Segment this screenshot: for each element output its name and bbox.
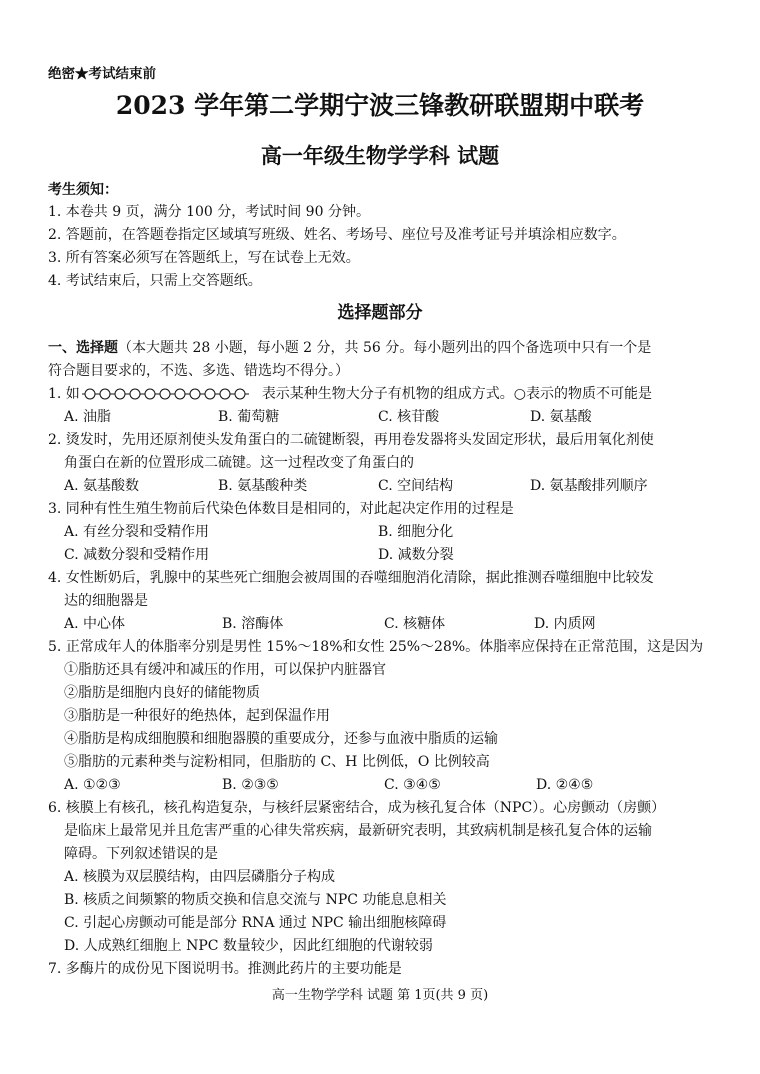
q1-prefix: 1. 如	[48, 386, 80, 402]
confidential-mark: 绝密★考试结束前	[48, 66, 156, 82]
q2-option-d: D. 氨基酸排列顺序	[530, 478, 648, 494]
q5-statement: ③脂肪是一种很好的绝热体，起到保温作用	[64, 708, 330, 724]
q1-option-d: D. 氨基酸	[530, 409, 592, 425]
q5-statement: ⑤脂肪的元素种类与淀粉相同，但脂肪的 C、H 比例低，O 比例较高	[64, 754, 490, 770]
q3-option-a: A. 有丝分裂和受精作用	[64, 524, 210, 540]
notice-item: 1. 本卷共 9 页，满分 100 分，考试时间 90 分钟。	[48, 204, 370, 220]
part-intro-line1	[48, 338, 651, 358]
q3-option-c: C. 减数分裂和受精作用	[64, 547, 210, 563]
part-intro-text: （本大题共 28 小题，每小题 2 分，共 56 分。每小题列出的四个备选项中只有一个是	[118, 340, 652, 356]
q5-option-c: C. ③④⑤	[384, 777, 441, 793]
q6-option-d: D. 人成熟红细胞上 NPC 数量较少，因此红细胞的代谢较弱	[64, 938, 433, 954]
part-intro-line2: 符合题目要求的，不选、多选、错选均不得分。）	[48, 363, 349, 379]
monomer-circle-icon	[130, 389, 140, 399]
q2-option-a: A. 氨基酸数	[64, 478, 140, 494]
q2-option-c: C. 空间结构	[378, 478, 454, 494]
q6-option-c: C. 引起心房颤动可能是部分 RNA 通过 NPC 输出细胞核障碍	[64, 915, 447, 931]
q5-statement: ②脂肪是细胞内良好的储能物质	[64, 685, 260, 701]
question-6-line1: 6. 核膜上有核孔，核孔构造复杂，与核纤层紧密结合，成为核孔复合体（NPC）。心房颤动（房颤）	[48, 800, 666, 816]
q3-option-b: B. 细胞分化	[378, 524, 454, 540]
q1-suffix: 表示某种生物大分子有机物的组成方式。○表示的物质不可能是	[261, 386, 653, 402]
question-1-stem	[48, 384, 652, 404]
q3-option-d: D. 减数分裂	[378, 547, 454, 563]
monomer-circle-icon	[235, 389, 245, 399]
part-label: 一、选择题	[48, 340, 118, 356]
question-6-line3: 障碍。下列叙述错误的是	[64, 846, 218, 862]
question-2-line2: 角蛋白在新的位置形成二硫键。这一过程改变了角蛋白的	[64, 455, 414, 471]
monomer-circle-icon	[85, 389, 95, 399]
q5-option-b: B. ②③⑤	[222, 777, 279, 793]
q2-option-b: B. 氨基酸种类	[218, 478, 308, 494]
section-title: 选择题部分	[337, 303, 423, 323]
q5-option-d: D. ②④⑤	[536, 777, 594, 793]
question-3-line1: 3. 同种有性生殖生物前后代染色体数目是相同的，对此起决定作用的过程是	[48, 501, 514, 517]
q5-statement: ④脂肪是构成细胞膜和细胞器膜的重要成分，还参与血液中脂质的运输	[64, 731, 498, 747]
q1-option-c: C. 核苷酸	[378, 409, 440, 425]
q4-option-d: D. 内质网	[534, 616, 596, 632]
q6-option-b: B. 核质之间频繁的物质交换和信息交流与 NPC 功能息息相关	[64, 892, 447, 908]
question-4-line1: 4. 女性断奶后，乳腺中的某些死亡细胞会被周围的吞噬细胞消化清除，据此推测吞噬细胞中比较发	[48, 570, 654, 586]
monomer-circle-icon	[175, 389, 185, 399]
question-4-line2: 达的细胞器是	[64, 593, 148, 609]
question-7-line1: 7. 多酶片的成份见下图说明书。推测此药片的主要功能是	[48, 961, 402, 977]
q5-option-a: A. ①②③	[64, 777, 121, 793]
q5-statement: ①脂肪还具有缓冲和减压的作用，可以保护内脏器官	[64, 662, 386, 678]
q1-option-a: A. 油脂	[64, 409, 112, 425]
question-2-line1: 2. 烫发时，先用还原剂使头发角蛋白的二硫键断裂，再用卷发器将头发固定形状，最后用氧化剂使	[48, 432, 654, 448]
notice-heading: 考生须知：	[48, 182, 118, 198]
monomer-circle-icon	[220, 389, 230, 399]
monomer-circle-icon	[145, 389, 155, 399]
question-5-line1: 5. 正常成年人的体脂率分别是男性 15%～18%和女性 25%～28%。体脂率应保持在正常范围，这是因为	[48, 639, 704, 655]
exam-subtitle: 高一年级生物学学科 试题	[260, 143, 500, 168]
molecule-chain-icon	[82, 387, 260, 401]
q1-option-b: B. 葡萄糖	[218, 409, 280, 425]
notice-item: 2. 答题前，在答题卷指定区域填写班级、姓名、考场号、座位号及准考证号并填涂相应数字。	[48, 227, 626, 243]
question-6-line2: 是临床上最常见并且危害严重的心律失常疾病，最新研究表明，其致病机制是核孔复合体的运输	[64, 823, 652, 839]
q6-option-a: A. 核膜为双层膜结构，由四层磷脂分子构成	[64, 869, 336, 885]
monomer-circle-icon	[115, 389, 125, 399]
notice-item: 3. 所有答案必须写在答题纸上，写在试卷上无效。	[48, 250, 360, 266]
monomer-circle-icon	[100, 389, 110, 399]
q4-option-c: C. 核糖体	[384, 616, 446, 632]
exam-title: 2023 学年第二学期宁波三锋教研联盟期中联考	[115, 91, 645, 120]
monomer-circle-icon	[160, 389, 170, 399]
q4-option-a: A. 中心体	[64, 616, 126, 632]
page-footer: 高一生物学学科 试题 第 1页(共 9 页)	[271, 988, 489, 1003]
q4-option-b: B. 溶酶体	[222, 616, 284, 632]
monomer-circle-icon	[205, 389, 215, 399]
notice-item: 4. 考试结束后，只需上交答题纸。	[48, 273, 262, 289]
monomer-circle-icon	[190, 389, 200, 399]
